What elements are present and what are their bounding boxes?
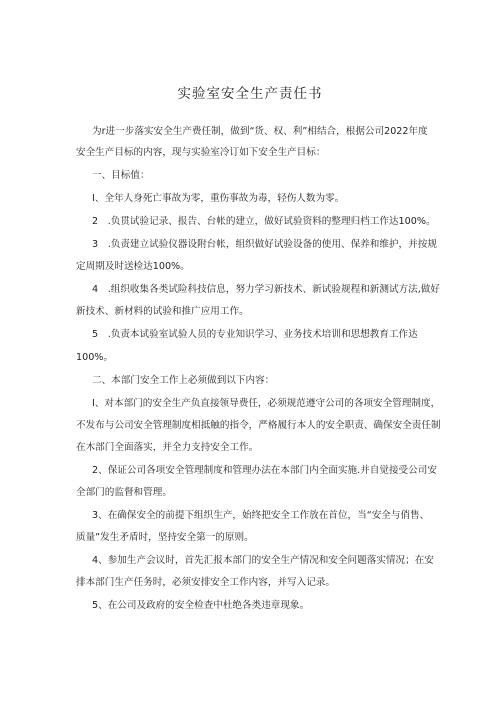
paragraph-line: 4、参加生产会议时，首先汇报本部门的安全生产情况和安全问题落实情况；在安 [92, 555, 434, 566]
paragraph-line: I、对本部门的安全生产负直接领导费任，必须规范遵守公司的各项安全管理制度， [92, 398, 441, 409]
paragraph-line: 100%。 [76, 352, 114, 363]
paragraph-line: 全部门的监督和管理。 [76, 487, 172, 498]
paragraph-line: 5、在公司及政府的安全检查中杜绝各类违章现象。 [92, 600, 310, 611]
paragraph-line: 不发布与公司安全管理制度相抵触的指令，严格履行本人的安全职责、确保安全责任制 [76, 420, 441, 431]
paragraph-line: 3、在确保安全的前提下组织生产，始终把安全工作放在首位，当“安全与俏售、 [92, 510, 430, 521]
paragraph-line: 质量”发生矛盾时，坚持安全第一的原则。 [76, 532, 254, 543]
paragraph-line: 为r进一步落实安全生产费任制，做到“货、权、利”相结合，根据公司2022年度 [92, 126, 428, 137]
paragraph-line: 5 .负责本试验室试验人员的专业知识学习、业务技术培训和思想教育工作达 [92, 329, 418, 340]
paragraph-line: 4 .组织收集各类试险科技信息，努力学习新技术、新试验规程和新测试方法,做好 [92, 284, 440, 295]
paragraph-line: 2 .负贯试验记录、报告、台帐的建立，做好试验资料的整理归档工作达100%。 [92, 216, 436, 227]
section-heading: 二、本部门安全工作上必须做到以下内容： [92, 375, 275, 386]
document-title: 实验室安全生产责任书 [177, 86, 323, 102]
section-heading: 一、目标值： [92, 170, 150, 181]
paragraph-line: I、全年人身死亡事故为零，重伤事故为毒，轻伤人数为零。 [92, 193, 345, 204]
paragraph-line: 定周期及时送检达100%。 [76, 261, 190, 272]
paragraph-line: 3 .负责建立试验仪器设附台帐，组织做好试验设备的使用、保养和维护，并按规 [92, 239, 437, 250]
paragraph-line: 排本部门生产任务时，必须安排安全工作内容，并写入记录。 [76, 577, 336, 588]
paragraph-line: 2、保证公司各项安全管理制度和管理办法在本部门内全面实施.并自觉接受公司安 [92, 465, 437, 476]
paragraph-line: 在木部门全面落实，并全力支持安全工作。 [76, 442, 259, 453]
paragraph-line: 安全生产目标的内容，现与实验室冷订如下安全生产目标： [76, 147, 326, 158]
paragraph-line: 新技术、新材料的试验和推广应用工作。 [76, 306, 249, 317]
